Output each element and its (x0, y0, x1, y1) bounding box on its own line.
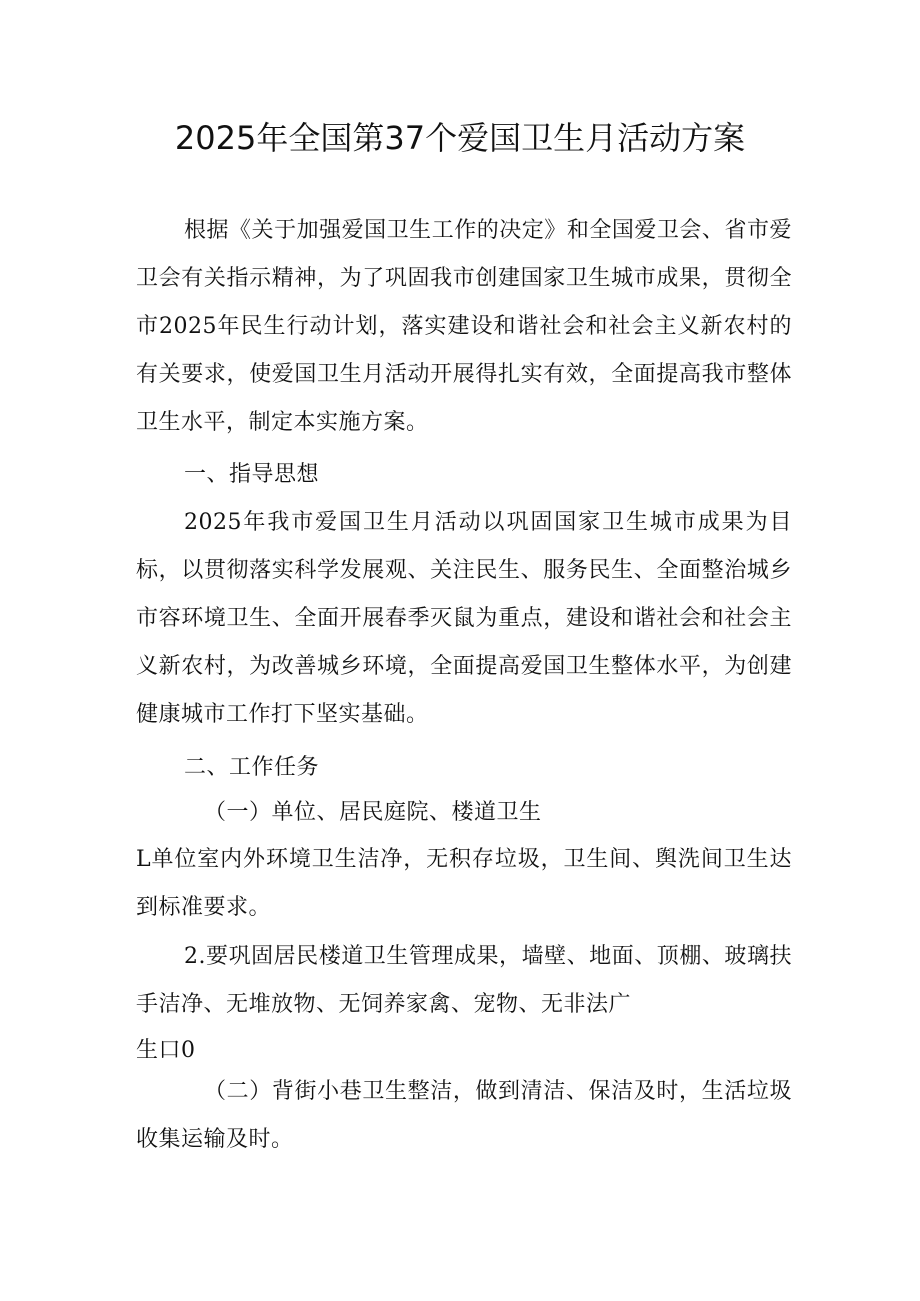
guiding-ideology-paragraph: 2025年我市爱国卫生月活动以巩固国家卫生城市成果为目标，以贯彻落实科学发展观、关注民生、服务民生、全面整治城乡市容环境卫生、全面开展春季灭鼠为重点，建设和谐社会和社会主义新农村，为改善城乡环境，全面提高爱国卫生整体水平，为创建健康城市工作打下坚实基础。 (136, 510, 792, 727)
task-item-2: 2.要巩固居民楼道卫生管理成果，墙壁、地面、顶棚、玻璃扶手洁净、无堆放物、无饲养家禽、宠物、无非法广 (136, 944, 792, 1017)
task-item-2-continuation: 生口0 (136, 1038, 196, 1063)
subsection-heading-units-courtyards: （一）单位、居民庭院、楼道卫生 (204, 800, 542, 825)
document-title: 2025年全国第37个爱国卫生月活动方案 (174, 119, 746, 157)
section-heading-guiding-ideology: 一、指导思想 (184, 462, 320, 487)
task-item-1: L单位室内外环境卫生洁净，无积存垃圾，卫生间、舆洗间卫生达到标准要求。 (136, 847, 792, 920)
section-heading-work-tasks: 二、工作任务 (184, 755, 320, 780)
intro-paragraph: 根据《关于加强爱国卫生工作的决定》和全国爱卫会、省市爱卫会有关指示精神，为了巩固我市创建国家卫生城市成果，贯彻全市2025年民生行动计划，落实建设和谐社会和社会主义新农村的有关要求，使爱国卫生月活动开展得扎实有效，全面提高我市整体卫生水平，制定本实施方案。 (136, 218, 792, 435)
subsection-back-alleys-paragraph: （二）背街小巷卫生整洁，做到清洁、保洁及时，生活垃圾收集运输及时。 (136, 1079, 792, 1152)
